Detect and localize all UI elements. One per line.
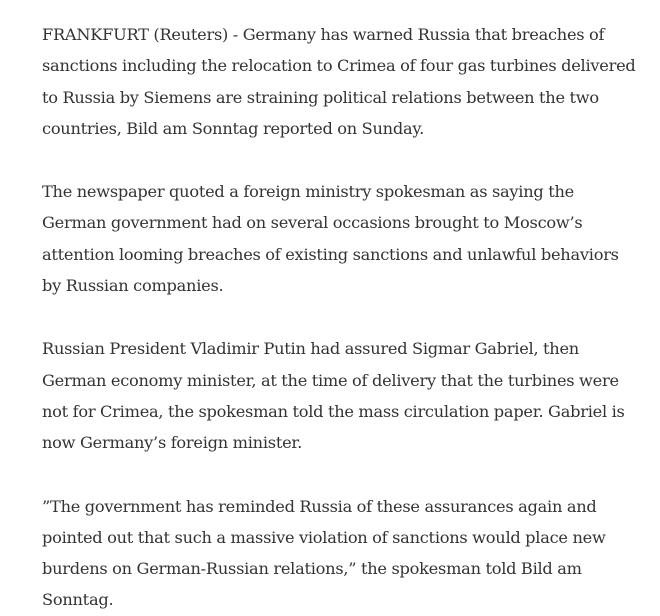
article-paragraph-2: The newspaper quoted a foreign ministry spokesman as saying the German government had on several occasions brought to Moscow’s attention looming breaches of existing sanctions and unlawful behaviors by Russian companies. (42, 182, 619, 296)
article-paragraph-4: ”The government has reminded Russia of these assurances again and pointed out that such a massive violation of sanctions would place new burdens on German-Russian relations,” the spokesman told Bild am Sonntag. (42, 496, 606, 610)
article-paragraph-3: Russian President Vladimir Putin had assured Sigmar Gabriel, then German economy minister, at the time of delivery that the turbines were not for Crimea, the spokesman told the mass circulation paper. Gabriel is now Germany’s foreign minister. (42, 339, 625, 453)
article-paragraph-1: FRANKFURT (Reuters) - Germany has warned Russia that breaches of sanctions including the relocation to Crimea of four gas turbines delivered to Russia by Siemens are straining political relations between the two countries, Bild am Sonntag reported on Sunday. (42, 25, 636, 138)
